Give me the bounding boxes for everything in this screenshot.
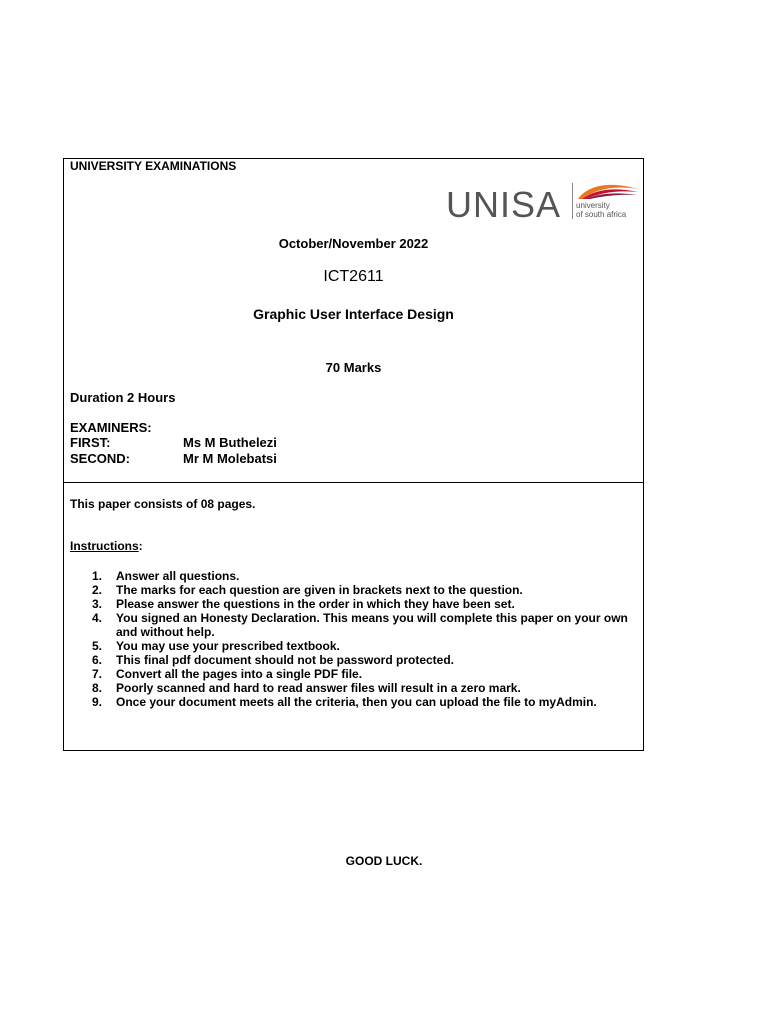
instructions-heading-colon: : — [138, 539, 143, 553]
logo-wordmark: UNISA — [446, 184, 562, 225]
list-item-number: 4. — [92, 611, 103, 625]
list-item — [86, 639, 636, 653]
list-item — [86, 569, 636, 583]
list-item-number: 3. — [92, 597, 103, 611]
list-item-text: The marks for each question are given in brackets next to the question. — [116, 583, 523, 597]
examiner-first-name: Ms M Buthelezi — [183, 435, 277, 450]
list-item-text: Answer all questions. — [116, 569, 240, 583]
instructions-heading — [70, 540, 143, 552]
list-item-number: 6. — [92, 653, 103, 667]
list-item-number: 8. — [92, 681, 103, 695]
good-luck-footer: GOOD LUCK. — [345, 854, 423, 868]
list-item — [86, 653, 636, 667]
section-divider — [64, 482, 643, 483]
examiner-second-role: SECOND: — [70, 451, 130, 466]
module-name: Graphic User Interface Design — [253, 306, 454, 322]
list-item-text: You signed an Honesty Declaration. This means you will complete this paper on your own and without help. — [116, 611, 628, 639]
examiner-first-role: FIRST: — [70, 435, 111, 450]
list-item — [86, 695, 636, 709]
list-item — [86, 611, 636, 639]
page-count-note: This paper consists of 08 pages. — [70, 497, 256, 511]
instructions-heading-text: Instructions — [70, 539, 139, 553]
examiner-second-row — [70, 452, 277, 465]
examiner-second-name: Mr M Molebatsi — [183, 451, 277, 466]
examiner-first-row — [70, 436, 277, 449]
list-item-text: This final pdf document should not be password protected. — [116, 653, 455, 667]
total-marks: 70 Marks — [325, 360, 382, 375]
list-item-number: 7. — [92, 667, 103, 681]
exam-session: October/November 2022 — [278, 236, 429, 251]
list-item-text: You may use your prescribed textbook. — [116, 639, 340, 653]
module-code: ICT2611 — [323, 268, 384, 285]
list-item-text: Please answer the questions in the order in which they have been set. — [116, 597, 515, 611]
unisa-logo — [446, 181, 642, 225]
list-item — [86, 583, 636, 597]
logo-swoosh-icon — [574, 181, 640, 201]
list-item — [86, 597, 636, 611]
exam-header-label: UNIVERSITY EXAMINATIONS — [70, 159, 237, 173]
list-item-text: Poorly scanned and hard to read answer files will result in a zero mark. — [116, 681, 521, 695]
list-item-number: 1. — [92, 569, 103, 583]
list-item-text: Convert all the pages into a single PDF file. — [116, 667, 363, 681]
logo-tagline-line2: of south africa — [576, 210, 627, 219]
list-item-text: Once your document meets all the criteria, then you can upload the file to myAdmin. — [116, 695, 597, 709]
logo-tagline-line1: university — [576, 201, 610, 210]
list-item-number: 2. — [92, 583, 103, 597]
examiners-title: EXAMINERS: — [70, 420, 152, 435]
instructions-list — [86, 569, 636, 709]
list-item-number: 5. — [92, 639, 103, 653]
list-item — [86, 681, 636, 695]
logo-divider — [572, 183, 573, 219]
list-item-number: 9. — [92, 695, 103, 709]
exam-duration: Duration 2 Hours — [70, 390, 176, 405]
list-item — [86, 667, 636, 681]
logo-tagline — [576, 201, 626, 219]
exam-cover-box — [63, 158, 644, 751]
